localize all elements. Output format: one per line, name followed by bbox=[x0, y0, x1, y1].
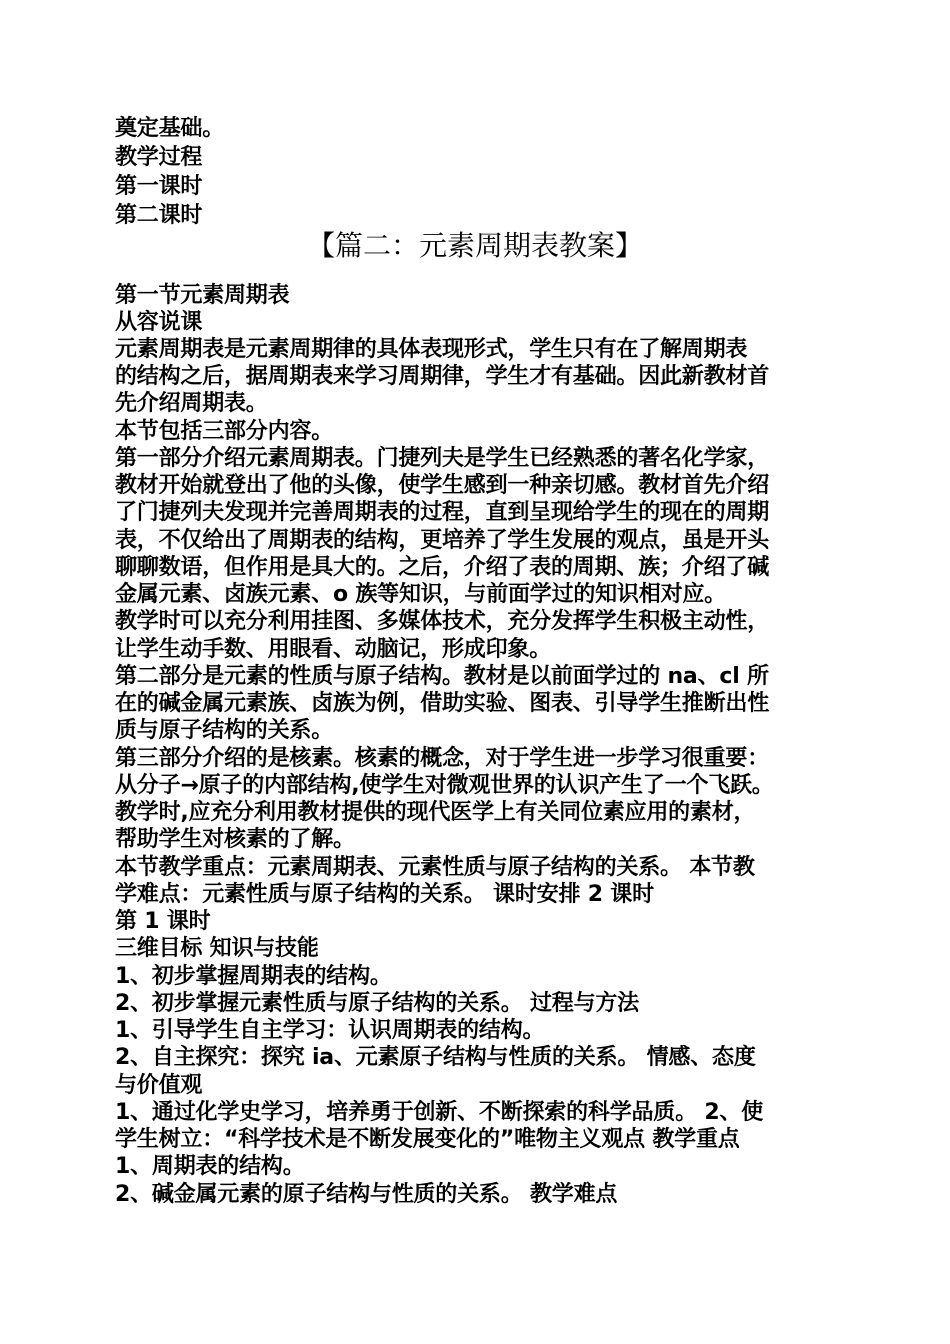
text-line: 奠定基础。 bbox=[115, 116, 225, 141]
text-line: 质与原子结构的关系。 bbox=[115, 718, 334, 743]
text-line: 的结构之后，据周期表来学习周期律，学生才有基础。因此新教材首 bbox=[115, 364, 770, 389]
text-line: 第一课时 bbox=[115, 174, 203, 199]
text-line: 第 1 课时 bbox=[115, 909, 211, 934]
text-line: 学生树立：“科学技术是不断发展变化的”唯物主义观点 教学重点 bbox=[115, 1127, 740, 1152]
text-line: 表，不仅给出了周期表的结构，更培养了学生发展的观点，虽是开头 bbox=[115, 528, 770, 553]
text-line: 金属元素、卤族元素、o 族等知识，与前面学过的知识相对应。 bbox=[115, 582, 726, 607]
text-line: 第一部分介绍元素周期表。门捷列夫是学生已经熟悉的著名化学家， bbox=[115, 446, 770, 471]
text-line: 在的碱金属元素族、卤族为例，借助实验、图表、引导学生推断出性 bbox=[115, 691, 770, 716]
text-line: 第三部分介绍的是核素。核素的概念，对于学生进一步学习很重要： bbox=[115, 746, 770, 771]
text-line: 本节教学重点：元素周期表、元素性质与原子结构的关系。 本节教 bbox=[115, 855, 755, 880]
section-title: 【篇二：元素周期表教案】 bbox=[306, 229, 643, 262]
text-line: 2、碱金属元素的原子结构与性质的关系。 教学难点 bbox=[115, 1182, 618, 1207]
text-line: 教材开始就登出了他的头像，使学生感到一种亲切感。教材首先介绍 bbox=[115, 473, 770, 498]
text-line: 1、初步掌握周期表的结构。 bbox=[115, 964, 392, 989]
text-line: 第二课时 bbox=[115, 203, 203, 228]
text-line: 与价值观 bbox=[115, 1073, 203, 1098]
text-line: 教学过程 bbox=[115, 145, 203, 170]
text-line: 三维目标 知识与技能 bbox=[115, 936, 319, 961]
text-line: 先介绍周期表。 bbox=[115, 391, 268, 416]
text-line: 学难点：元素性质与原子结构的关系。 课时安排 2 课时 bbox=[115, 882, 654, 907]
text-line: 1、周期表的结构。 bbox=[115, 1154, 305, 1179]
text-line: 2、初步掌握元素性质与原子结构的关系。 过程与方法 bbox=[115, 991, 639, 1016]
text-line: 教学时,应充分利用教材提供的现代医学上有关同位素应用的素材， bbox=[115, 800, 756, 825]
text-line: 1、引导学生自主学习：认识周期表的结构。 bbox=[115, 1018, 545, 1043]
text-line: 第二部分是元素的性质与原子结构。教材是以前面学过的 na、cl 所 bbox=[115, 664, 769, 689]
text-line: 帮助学生对核素的了解。 bbox=[115, 827, 355, 852]
text-line: 1、通过化学史学习，培养勇于创新、不断探索的科学品质。 2、使 bbox=[115, 1100, 764, 1125]
text-line: 元素周期表是元素周期律的具体表现形式，学生只有在了解周期表 bbox=[115, 337, 748, 362]
text-line: 从分子→原子的内部结构,使学生对微观世界的认识产生了一个飞跃。 bbox=[115, 773, 774, 798]
text-line: 让学生动手数、用眼看、动脑记，形成印象。 bbox=[115, 637, 552, 662]
text-line: 了门捷列夫发现并完善周期表的过程，直到呈现给学生的现在的周期 bbox=[115, 500, 770, 525]
text-line: 从容说课 bbox=[115, 310, 203, 335]
text-line: 本节包括三部分内容。 bbox=[115, 419, 334, 444]
text-line: 聊聊数语，但作用是具大的。之后，介绍了表的周期、族；介绍了碱 bbox=[115, 555, 770, 580]
text-line: 第一节元素周期表 bbox=[115, 283, 290, 308]
text-line: 教学时可以充分利用挂图、多媒体技术，充分发挥学生积极主动性， bbox=[115, 609, 770, 634]
text-line: 2、自主探究：探究 ia、元素原子结构与性质的关系。 情感、态度 bbox=[115, 1045, 756, 1070]
